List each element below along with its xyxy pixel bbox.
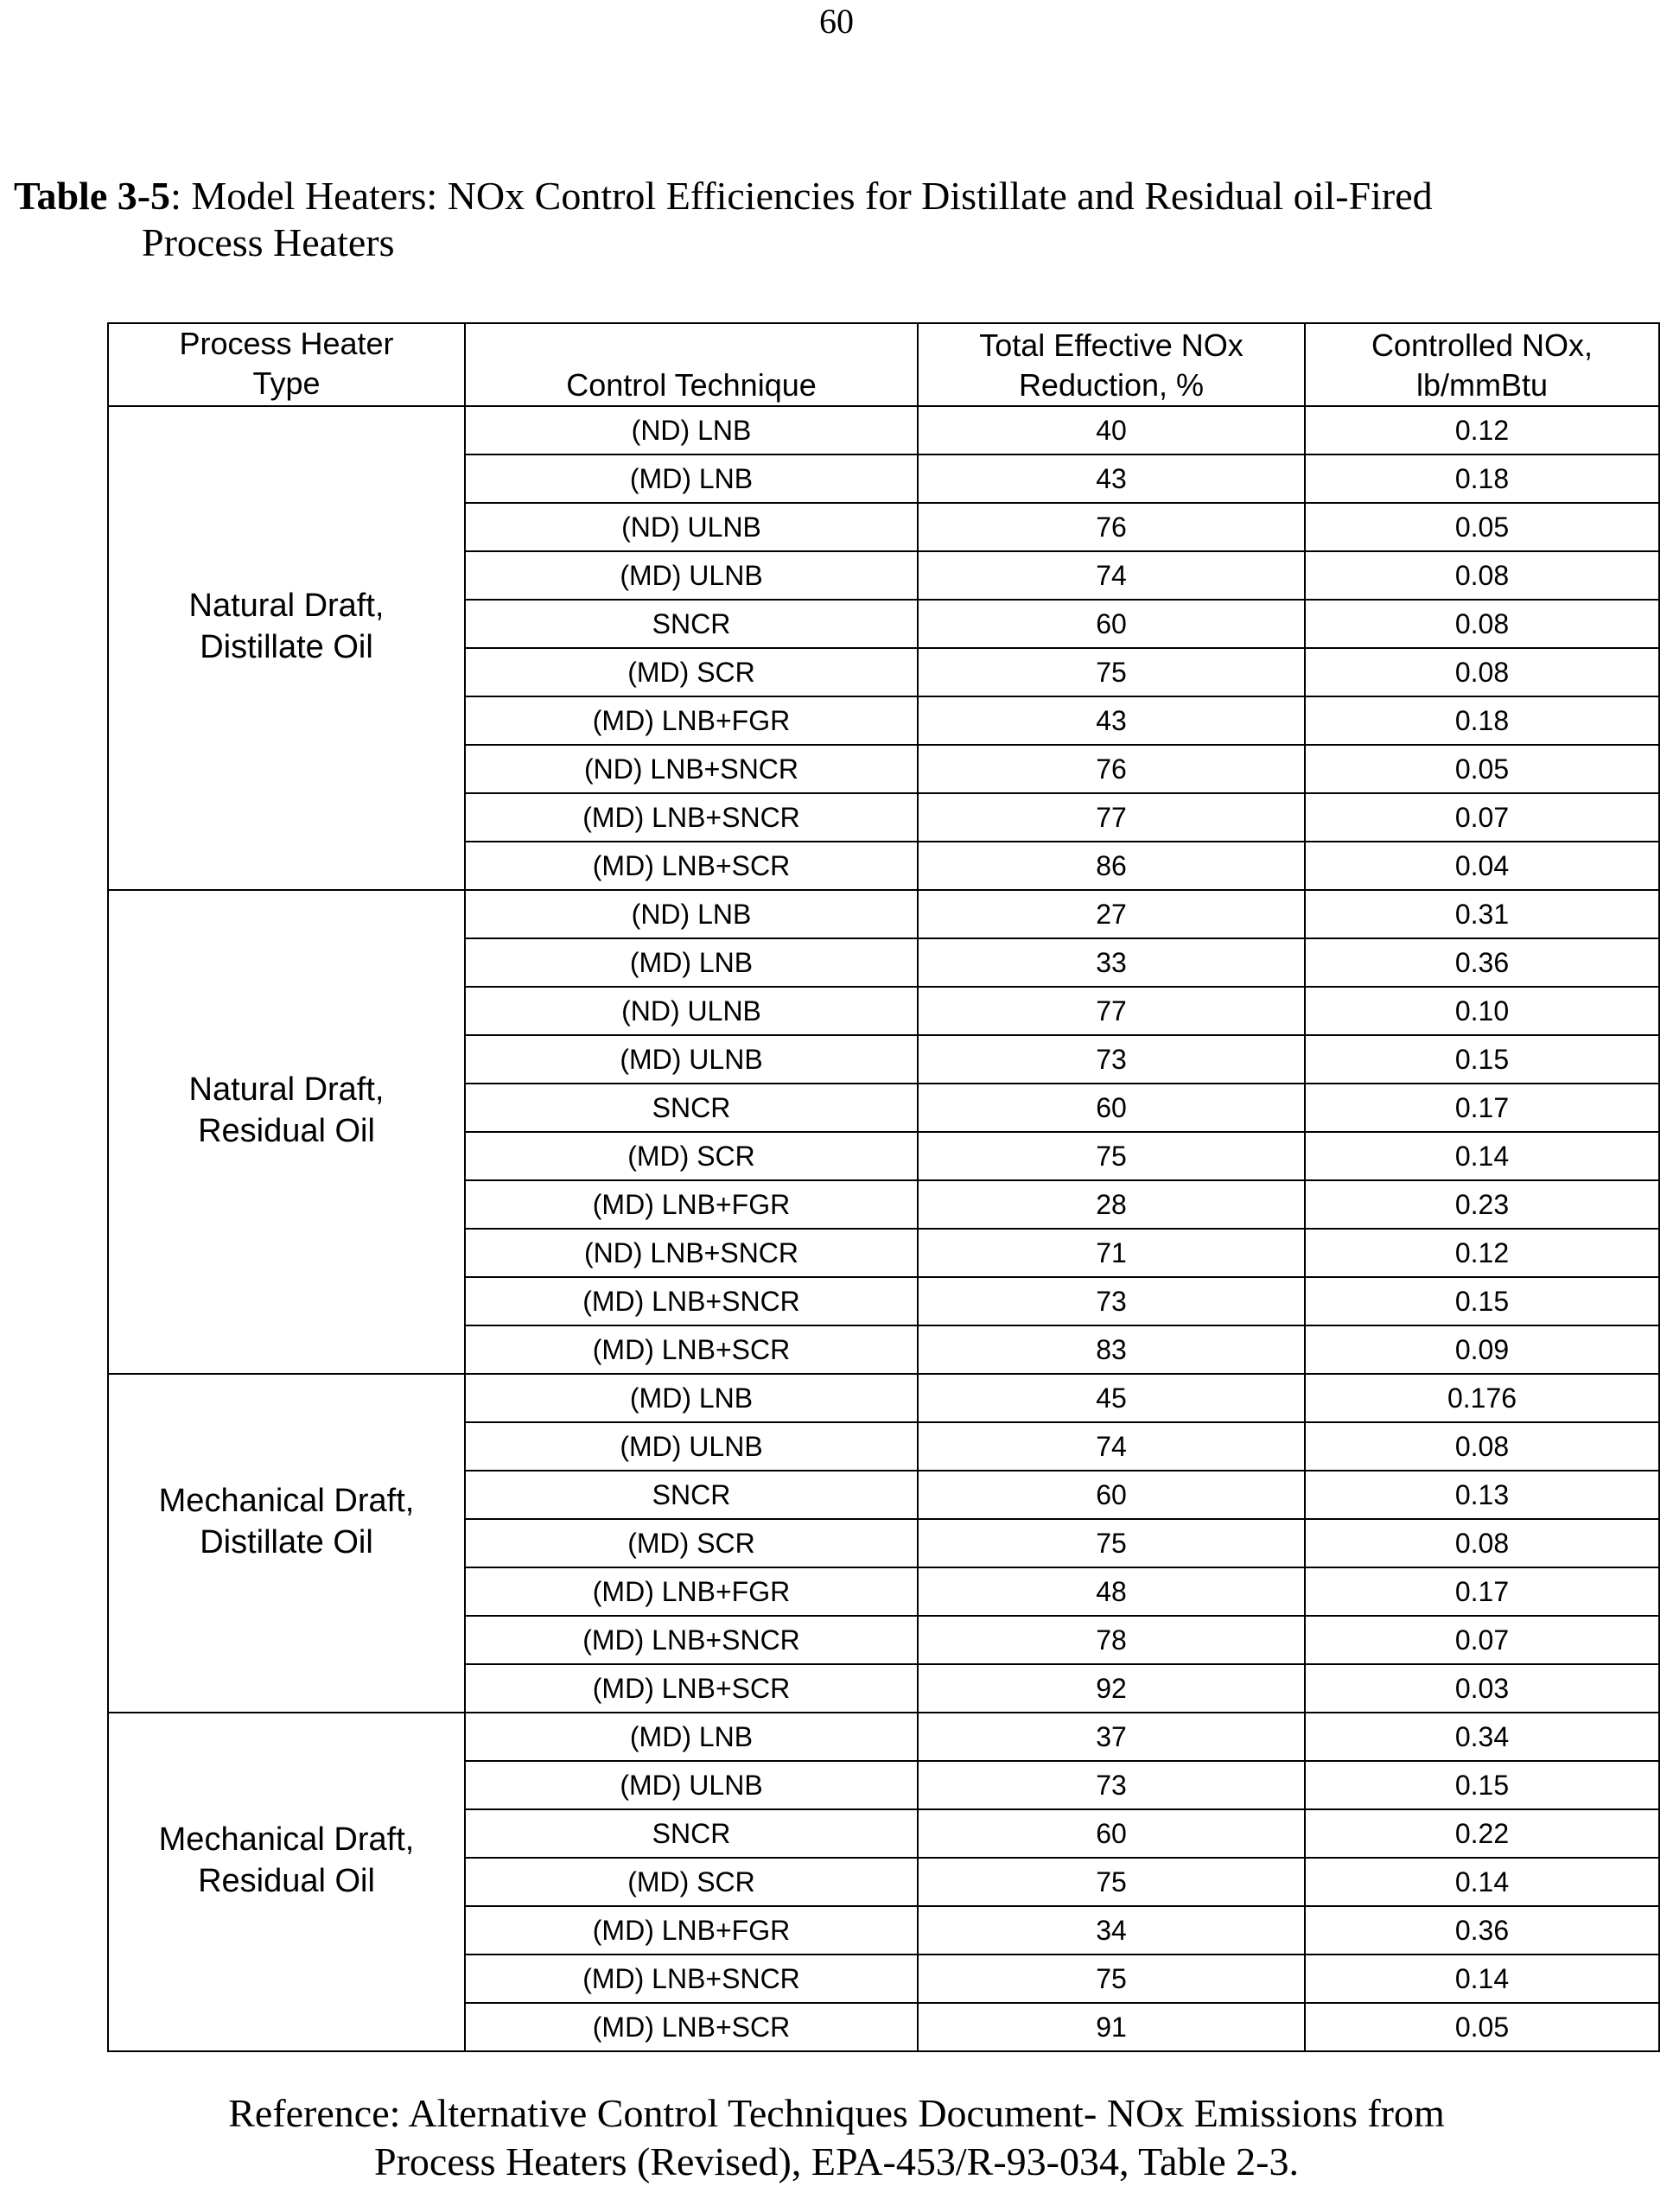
controlled-nox-cell: 0.15 xyxy=(1305,1761,1659,1809)
controlled-nox-cell: 0.14 xyxy=(1305,1132,1659,1180)
controlled-nox-cell: 0.31 xyxy=(1305,890,1659,938)
control-technique-cell: SNCR xyxy=(465,600,918,648)
control-technique-cell: SNCR xyxy=(465,1809,918,1858)
reduction-percent-cell: 43 xyxy=(918,696,1305,745)
reduction-percent-cell: 48 xyxy=(918,1567,1305,1616)
control-technique-cell: (ND) LNB+SNCR xyxy=(465,1229,918,1277)
controlled-nox-cell: 0.08 xyxy=(1305,1519,1659,1567)
control-technique-cell: (MD) ULNB xyxy=(465,1422,918,1471)
reduction-percent-cell: 60 xyxy=(918,1471,1305,1519)
control-technique-cell: (MD) LNB+FGR xyxy=(465,1906,918,1955)
process-heater-type-cell xyxy=(108,1713,465,2051)
controlled-nox-cell: 0.36 xyxy=(1305,938,1659,987)
control-technique-cell: SNCR xyxy=(465,1471,918,1519)
controlled-nox-cell: 0.15 xyxy=(1305,1035,1659,1084)
reduction-percent-cell: 75 xyxy=(918,648,1305,696)
control-technique-cell: (MD) LNB xyxy=(465,1374,918,1422)
controlled-nox-cell: 0.10 xyxy=(1305,987,1659,1035)
reduction-percent-cell: 77 xyxy=(918,793,1305,842)
control-technique-cell: (MD) ULNB xyxy=(465,1035,918,1084)
reduction-percent-cell: 45 xyxy=(918,1374,1305,1422)
reduction-percent-cell: 75 xyxy=(918,1955,1305,2003)
control-technique-cell: (ND) LNB+SNCR xyxy=(465,745,918,793)
reduction-percent-cell: 73 xyxy=(918,1035,1305,1084)
header-controlled-nox xyxy=(1305,323,1659,406)
control-technique-cell: (MD) LNB+SNCR xyxy=(465,793,918,842)
header-reduction-line1: Total Effective NOx xyxy=(979,327,1244,363)
reduction-percent-cell: 76 xyxy=(918,503,1305,551)
heater-type-line2: Distillate Oil xyxy=(200,1524,373,1560)
table-row xyxy=(108,1713,1659,1761)
controlled-nox-cell: 0.18 xyxy=(1305,454,1659,503)
table-row xyxy=(108,890,1659,938)
control-technique-cell: (MD) LNB+FGR xyxy=(465,1180,918,1229)
header-reduction-line2: Reduction, % xyxy=(1018,367,1205,403)
controlled-nox-cell: 0.13 xyxy=(1305,1471,1659,1519)
controlled-nox-cell: 0.23 xyxy=(1305,1180,1659,1229)
reduction-percent-cell: 75 xyxy=(918,1519,1305,1567)
table-body xyxy=(108,406,1659,2051)
reduction-percent-cell: 74 xyxy=(918,1422,1305,1471)
controlled-nox-cell: 0.14 xyxy=(1305,1955,1659,2003)
reduction-percent-cell: 60 xyxy=(918,600,1305,648)
control-technique-cell: (MD) LNB xyxy=(465,1713,918,1761)
controlled-nox-cell: 0.14 xyxy=(1305,1858,1659,1906)
reduction-percent-cell: 40 xyxy=(918,406,1305,454)
control-technique-cell: (MD) LNB+SNCR xyxy=(465,1277,918,1325)
controlled-nox-cell: 0.04 xyxy=(1305,842,1659,890)
reduction-percent-cell: 75 xyxy=(918,1858,1305,1906)
controlled-nox-cell: 0.05 xyxy=(1305,503,1659,551)
control-technique-cell: (MD) SCR xyxy=(465,1858,918,1906)
reduction-percent-cell: 86 xyxy=(918,842,1305,890)
controlled-nox-cell: 0.08 xyxy=(1305,551,1659,600)
control-technique-cell: (MD) LNB+SNCR xyxy=(465,1955,918,2003)
reduction-percent-cell: 43 xyxy=(918,454,1305,503)
control-technique-cell: (ND) LNB xyxy=(465,406,918,454)
control-technique-cell: (ND) ULNB xyxy=(465,503,918,551)
reduction-percent-cell: 73 xyxy=(918,1761,1305,1809)
reference-note xyxy=(0,2089,1673,2186)
header-process-heater-type xyxy=(108,323,465,406)
controlled-nox-cell: 0.09 xyxy=(1305,1325,1659,1374)
process-heater-type-cell xyxy=(108,1374,465,1713)
controlled-nox-cell: 0.03 xyxy=(1305,1664,1659,1713)
reduction-percent-cell: 34 xyxy=(918,1906,1305,1955)
controlled-nox-cell: 0.18 xyxy=(1305,696,1659,745)
reduction-percent-cell: 73 xyxy=(918,1277,1305,1325)
controlled-nox-cell: 0.34 xyxy=(1305,1713,1659,1761)
control-technique-cell: SNCR xyxy=(465,1084,918,1132)
process-heater-type-cell xyxy=(108,890,465,1374)
controlled-nox-cell: 0.07 xyxy=(1305,793,1659,842)
page-number: 60 xyxy=(819,2,854,41)
control-technique-cell: (MD) LNB+SCR xyxy=(465,1664,918,1713)
reduction-percent-cell: 75 xyxy=(918,1132,1305,1180)
control-technique-cell: (MD) ULNB xyxy=(465,1761,918,1809)
table-header-row xyxy=(108,323,1659,406)
control-technique-cell: (ND) LNB xyxy=(465,890,918,938)
control-technique-cell: (MD) LNB+SCR xyxy=(465,2003,918,2051)
process-heater-type-cell xyxy=(108,406,465,890)
reduction-percent-cell: 27 xyxy=(918,890,1305,938)
control-technique-cell: (MD) LNB+FGR xyxy=(465,696,918,745)
reduction-percent-cell: 76 xyxy=(918,745,1305,793)
controlled-nox-cell: 0.08 xyxy=(1305,648,1659,696)
reduction-percent-cell: 91 xyxy=(918,2003,1305,2051)
table-caption xyxy=(14,173,1604,266)
header-control-technique xyxy=(465,323,918,406)
control-technique-cell: (MD) SCR xyxy=(465,1132,918,1180)
heater-type-line1: Mechanical Draft, xyxy=(158,1483,415,1519)
heater-type-line2: Residual Oil xyxy=(198,1863,375,1899)
reduction-percent-cell: 33 xyxy=(918,938,1305,987)
reduction-percent-cell: 83 xyxy=(918,1325,1305,1374)
header-controlled-line1: Controlled NOx, xyxy=(1371,327,1593,363)
reduction-percent-cell: 74 xyxy=(918,551,1305,600)
controlled-nox-cell: 0.176 xyxy=(1305,1374,1659,1422)
reduction-percent-cell: 37 xyxy=(918,1713,1305,1761)
caption-text-line1: : Model Heaters: NOx Control Efficiencies for Distillate and Residual oil-Fired xyxy=(170,174,1433,218)
controlled-nox-cell: 0.05 xyxy=(1305,745,1659,793)
controlled-nox-cell: 0.17 xyxy=(1305,1084,1659,1132)
control-technique-cell: (ND) ULNB xyxy=(465,987,918,1035)
reduction-percent-cell: 78 xyxy=(918,1616,1305,1664)
controlled-nox-cell: 0.08 xyxy=(1305,1422,1659,1471)
table-row xyxy=(108,406,1659,454)
heater-type-line2: Residual Oil xyxy=(198,1113,375,1149)
header-controlled-line2: lb/mmBtu xyxy=(1415,367,1549,403)
control-technique-cell: (MD) ULNB xyxy=(465,551,918,600)
caption-label: Table 3-5 xyxy=(14,174,171,218)
reduction-percent-cell: 77 xyxy=(918,987,1305,1035)
control-technique-cell: (MD) LNB+SNCR xyxy=(465,1616,918,1664)
reference-line2: Process Heaters (Revised), EPA-453/R-93-034, Table 2-3. xyxy=(374,2139,1299,2183)
control-technique-cell: (MD) LNB+SCR xyxy=(465,1325,918,1374)
control-technique-cell: (MD) LNB+FGR xyxy=(465,1567,918,1616)
nox-efficiency-table xyxy=(107,322,1660,2052)
controlled-nox-cell: 0.17 xyxy=(1305,1567,1659,1616)
controlled-nox-cell: 0.36 xyxy=(1305,1906,1659,1955)
caption-text-line2: Process Heaters xyxy=(142,220,395,264)
controlled-nox-cell: 0.05 xyxy=(1305,2003,1659,2051)
reduction-percent-cell: 60 xyxy=(918,1809,1305,1858)
header-technique-text: Control Technique xyxy=(566,367,817,403)
control-technique-cell: (MD) LNB+SCR xyxy=(465,842,918,890)
header-total-reduction xyxy=(918,323,1305,406)
reduction-percent-cell: 92 xyxy=(918,1664,1305,1713)
controlled-nox-cell: 0.07 xyxy=(1305,1616,1659,1664)
heater-type-line1: Natural Draft, xyxy=(188,1071,385,1108)
header-type-line1: Process Heater xyxy=(179,326,394,361)
reference-line1: Reference: Alternative Control Techniques Document- NOx Emissions from xyxy=(228,2091,1445,2135)
reduction-percent-cell: 71 xyxy=(918,1229,1305,1277)
control-technique-cell: (MD) SCR xyxy=(465,1519,918,1567)
table-row xyxy=(108,1374,1659,1422)
controlled-nox-cell: 0.22 xyxy=(1305,1809,1659,1858)
control-technique-cell: (MD) LNB xyxy=(465,454,918,503)
header-type-line2: Type xyxy=(252,365,321,401)
controlled-nox-cell: 0.08 xyxy=(1305,600,1659,648)
reduction-percent-cell: 28 xyxy=(918,1180,1305,1229)
heater-type-line1: Natural Draft, xyxy=(188,588,385,624)
controlled-nox-cell: 0.15 xyxy=(1305,1277,1659,1325)
reduction-percent-cell: 60 xyxy=(918,1084,1305,1132)
controlled-nox-cell: 0.12 xyxy=(1305,1229,1659,1277)
heater-type-line1: Mechanical Draft, xyxy=(158,1821,415,1858)
heater-type-line2: Distillate Oil xyxy=(200,629,373,665)
controlled-nox-cell: 0.12 xyxy=(1305,406,1659,454)
control-technique-cell: (MD) LNB xyxy=(465,938,918,987)
control-technique-cell: (MD) SCR xyxy=(465,648,918,696)
